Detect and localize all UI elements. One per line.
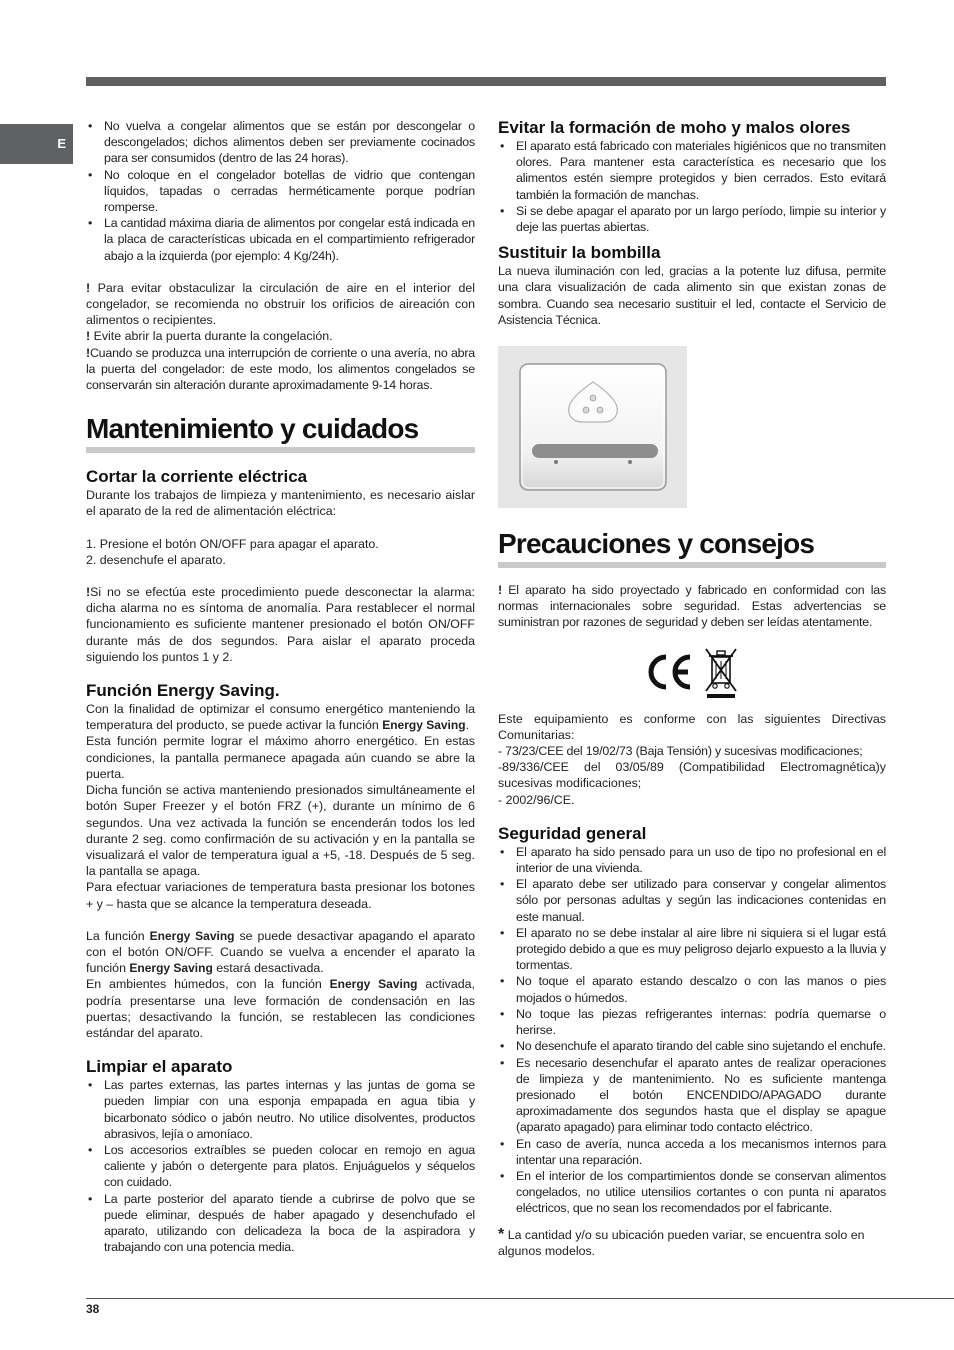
exclamation-icon: ! <box>86 329 91 344</box>
page-number: 38 <box>86 1302 100 1316</box>
list-item: • No coloque en el congelador botellas de vidrio que contengan líquidos, tapadas o cerradas herméticamente porque podrían romperse. <box>86 167 475 216</box>
subsection-title: Limpiar el aparato <box>86 1057 233 1077</box>
body-text: Con la finalidad de optimizar el consumo energético manteniendo la temperatura del producto, se puede activar la función Energy Saving. <box>86 702 475 733</box>
warning-paragraph <box>86 345 475 394</box>
warning-text: Cuando se produzca una interrupción de corriente o una avería, no abra la puerta del congelador: de este modo, los alimentos congelados se conservarán sin alteración durante aproximadamente 9-14 horas. <box>86 345 475 393</box>
warning-text: Si no se efectúa este procedimiento puede desconectar la alarma: dicha alarma no es síntoma de anomalía. Para restablecer el normal funcionamiento es suficiente mantener presionado el botón ON/OFF durante más de dos segundos. Para aislar el aparato proceda siguiendo los puntos 1 y 2. <box>86 585 475 664</box>
brand-name: Energy Saving <box>149 928 235 943</box>
warning-paragraph <box>498 582 886 631</box>
certification-marks <box>498 643 886 701</box>
list-item: • En caso de avería, nunca acceda a los mecanismos internos para intentar una reparación. <box>498 1136 886 1168</box>
list-item: • Las partes externas, las partes internas y las juntas de goma se pueden limpiar con una esponja empapada en agua tibia y bicarbonato sódico o jabón neutro. No utilice disolventes, productos abrasivos, lejía o amoníaco. <box>86 1077 475 1142</box>
subsection-title: Sustituir la bombilla <box>498 243 661 263</box>
body-text: -89/336/CEE del 03/05/89 (Compatibilidad Electromagnética)y sucesivas modificaciones; <box>498 760 886 791</box>
list-item: • Es necesario desenchufar el aparato antes de realizar operaciones de limpieza y de mantenimiento. No es suficiente mantenga presionado el botón ENCENDIDO/APAGADO durante aproximadamente dos segundos hasta que el display se apague (aparato apagado) para eliminar todo contacto eléctrico. <box>498 1055 886 1136</box>
body-text: Dicha función se activa manteniendo presionados simultáneamente el botón Super Freezer y el botón FRZ (+), durante un mínimo de 6 segundos. Una vez activada la función se encenderán todos los led durante 2 seg. como confirmación de su activación y en la pantalla se visualizará el valor de temperatura igual a +5, -18. Después de 5 seg. la pantalla se apaga. <box>86 783 475 879</box>
exclamation-icon: ! <box>86 345 90 360</box>
list-item: • No desenchufe el aparato tirando del cable sino sujetando el enchufe. <box>498 1038 886 1054</box>
ce-mark-icon <box>646 653 694 691</box>
led-light-illustration <box>498 346 687 508</box>
right-column <box>498 118 886 1259</box>
section-title-precautions: Precauciones y consejos <box>498 528 886 568</box>
intro-bullet-list <box>86 118 475 264</box>
mold-bullet-list <box>498 138 886 235</box>
list-item: • El aparato ha sido pensado para un uso de tipo no profesional en el interior de una vivienda. <box>498 844 886 876</box>
list-item: • No toque el aparato estando descalzo o con las manos o pies mojados o húmedos. <box>498 973 886 1005</box>
subsection-title: Cortar la corriente eléctrica <box>86 467 308 487</box>
exclamation-icon: ! <box>86 280 91 295</box>
asterisk-icon: * <box>498 1225 505 1243</box>
warning-paragraph <box>86 328 475 344</box>
warning-text: Evite abrir la puerta durante la congelación. <box>93 329 333 344</box>
body-text: La nueva iluminación con led, gracias a la potente luz difusa, permite una clara visualización de cada alimento sin que existan zonas de sombra. Cuando sea necesario sustituir el led, contacte el Servicio de Asistencia Técnica. <box>498 264 886 327</box>
list-item: • El aparato debe ser utilizado para conservar y congelar alimentos sólo por personas adultas y según las indicaciones contenidas en este manual. <box>498 876 886 925</box>
subsection-title: Seguridad general <box>498 823 647 843</box>
section-title-maintenance: Mantenimiento y cuidados <box>86 413 475 453</box>
warning-paragraph <box>86 280 475 329</box>
brand-name: Energy Saving <box>329 977 418 992</box>
warning-text: El aparato ha sido proyectado y fabricado en conformidad con las normas internacionales sobre seguridad. Estas advertencias se suministran por razones de seguridad y deben ser leídas atentamente. <box>498 583 886 630</box>
list-item: • La cantidad máxima diaria de alimentos por congelar está indicada en la placa de características ubicada en el compartimiento refrigerador abajo a la izquierda (por ejemplo: 4 Kg/24h). <box>86 215 475 264</box>
subsection-title: Función Energy Saving. <box>86 681 280 701</box>
steps-list <box>86 536 475 568</box>
list-item: • El aparato está fabricado con materiales higiénicos que no transmiten olores. Para mantener esta característica es necesario que los alimentos estén siempre protegidos y bien cerrados. Esto evitará también la formación de manchas. <box>498 138 886 203</box>
subsection-title: Evitar la formación de moho y malos olores <box>498 118 851 137</box>
led-lamp-icon <box>508 356 677 498</box>
body-text: Este equipamiento es conforme con las siguientes Directivas Comunitarias: <box>498 711 886 742</box>
body-text: Para efectuar variaciones de temperatura basta presionar los botones + y – hasta que se alcance la temperatura deseada. <box>86 880 475 911</box>
list-item: • No vuelva a congelar alimentos que se están por descongelar o descongelados; dichos alimentos deben ser previamente cocinados para ser consumidos (dentro de las 24 horas). <box>86 118 475 167</box>
body-text: En ambientes húmedos, con la función Energy Saving activada, podría presentarse una leve formación de condensación en las puertas; desactivando la función, se restablecen las condiciones estándar del aparato. <box>86 977 475 1040</box>
left-column <box>86 118 475 1255</box>
body-text: Esta función permite lograr el máximo ahorro energético. En estas condiciones, la pantalla permanece apagada aún cuando se abre la puerta. <box>86 734 475 781</box>
warning-text: Para evitar obstaculizar la circulación de aire en el interior del congelador, se recomienda no obstruir los orificios de aireación con alimentos o recipientes. <box>86 280 475 328</box>
list-item: • Los accesorios extraíbles se pueden colocar en remojo en agua caliente y jabón o detergente para platos. Enjuáguelos y séquelos con cuidado. <box>86 1142 475 1191</box>
body-text: La función Energy Saving se puede desactivar apagando el aparato con el botón ON/OFF. Cuando se vuelva a encender el aparato la función Energy Saving estará desactivada. <box>86 928 476 976</box>
footnote-text: La cantidad y/o su ubicación pueden variar, se encuentra solo en algunos modelos. <box>498 1227 865 1258</box>
weee-bin-icon <box>704 645 738 699</box>
body-text: - 73/23/CEE del 19/02/73 (Baja Tensión) y sucesivas modificaciones; <box>498 744 863 759</box>
exclamation-icon: ! <box>498 583 502 598</box>
footnote <box>498 1227 886 1259</box>
top-bar <box>86 77 886 86</box>
list-item: 2. desenchufe el aparato. <box>86 552 226 567</box>
safety-bullet-list <box>498 844 886 1217</box>
brand-name: Energy Saving <box>382 718 466 733</box>
list-item: • La parte posterior del aparato tiende a cubrirse de polvo que se puede eliminar, después de haber apagado y desenchufado el aparato, utilizando con delicadeza la boca de la aspiradora y trabajando con una potencia media. <box>86 1191 475 1256</box>
list-item: • En el interior de los compartimientos donde se conservan alimentos congelados, no utilice utensilios cortantes o con punta ni aparatos eléctricos, que no sean los recomendados por el fabricante. <box>498 1168 886 1217</box>
language-tab: E <box>0 124 73 164</box>
list-item: 1. Presione el botón ON/OFF para apagar el aparato. <box>86 536 379 551</box>
brand-name: Energy Saving <box>129 961 213 976</box>
warning-paragraph <box>86 584 475 665</box>
body-text: Durante los trabajos de limpieza y mantenimiento, es necesario aislar el aparato de la red de alimentación eléctrica: <box>86 488 475 519</box>
exclamation-icon: ! <box>86 585 91 600</box>
bottom-rule <box>86 1298 954 1299</box>
list-item: • No toque las piezas refrigerantes internas: podría quemarse o herirse. <box>498 1006 886 1038</box>
list-item: • El aparato no se debe instalar al aire libre ni siquiera si el lugar está protegido debido a que es muy peligroso dejarlo expuesto a la lluvia y tormentas. <box>498 925 886 974</box>
list-item: • Si se debe apagar el aparato por un largo período, limpie su interior y deje las puertas abiertas. <box>498 203 886 235</box>
body-text: - 2002/96/CE. <box>498 792 575 807</box>
cleaning-bullet-list <box>86 1077 475 1255</box>
